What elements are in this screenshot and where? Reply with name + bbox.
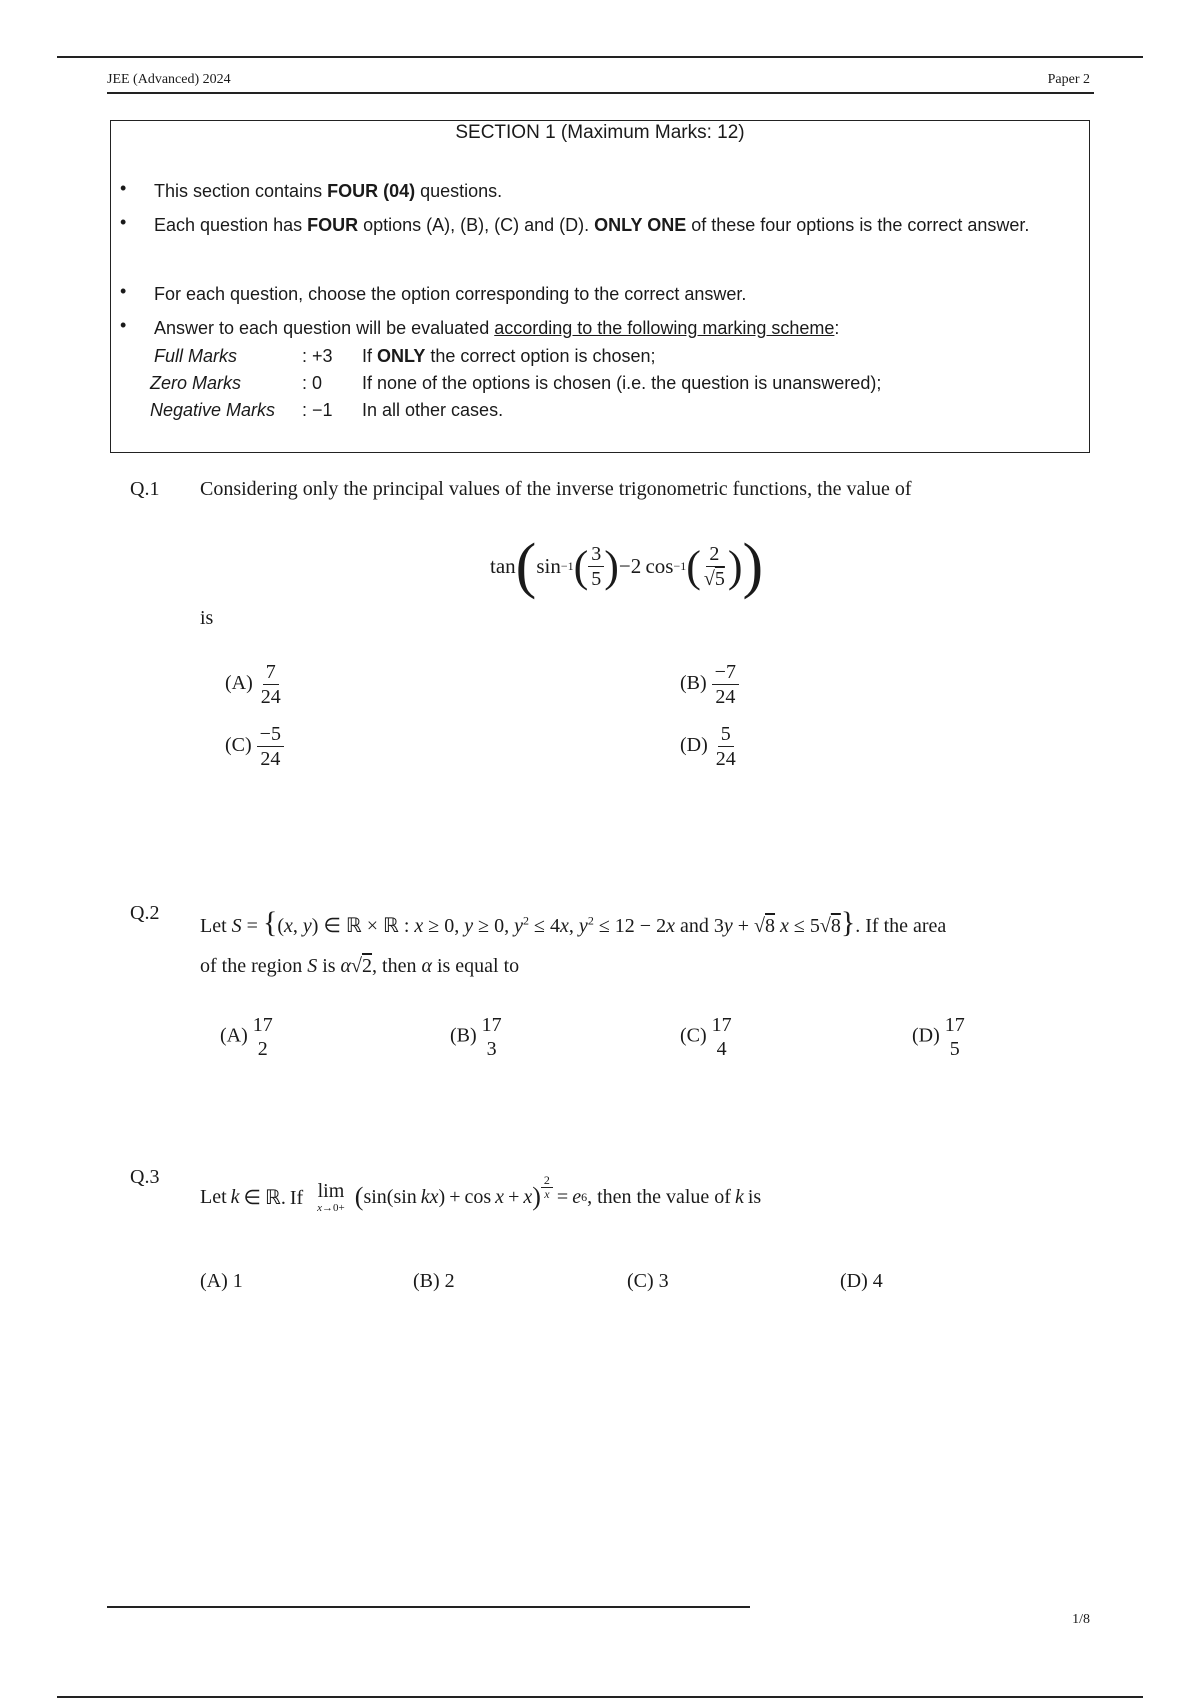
bullet-dot: • xyxy=(120,178,127,198)
bullet-dot: • xyxy=(120,212,127,232)
option-d[interactable]: (D) $\frac{5}{24}$ xyxy=(680,723,736,770)
paper-label: Paper 2 xyxy=(1047,72,1090,87)
section-title: SECTION 1 (Maximum Marks: 12) xyxy=(455,122,745,143)
option-a[interactable]: (A) 1 xyxy=(200,1270,243,1292)
marks-desc: If none of the options is chosen (i.e. the question is unanswered); xyxy=(362,373,882,393)
marks-value: : 0 xyxy=(302,373,323,393)
question-text: Considering only the principal values of the inverse trigonometric functions, the value of xyxy=(200,478,912,500)
question-number: Q.3 xyxy=(130,1166,160,1188)
q1-expression: tan ( sin −1 ( $\frac{3}{5}$ ) −2 cos −1 ( $\frac{2}{√5}$ ) ) xyxy=(490,532,764,600)
marks-label: Full Marks xyxy=(154,346,238,366)
option-a[interactable]: (A) 17 2 xyxy=(220,1014,273,1060)
option-c[interactable]: (C) 3 xyxy=(627,1270,669,1292)
question-number: Q.2 xyxy=(130,902,160,924)
option-d[interactable]: (D) 4 xyxy=(840,1270,883,1292)
marks-desc: In all other cases. xyxy=(362,400,504,420)
header-rule xyxy=(107,92,1094,94)
option-d[interactable]: (D) 17 5 xyxy=(912,1014,965,1060)
question-tail: is xyxy=(200,607,214,629)
question-text: Let k ∈ ℝ. If lim x→0+ ( sin(sin kx ) + cos x + x ) $^{\frac{2}{x}}$ = e 6 , then the value of k is xyxy=(200,1172,762,1214)
marks-label: Zero Marks xyxy=(150,373,242,393)
instruction-4: Answer to each question will be evaluated according to the following marking scheme: xyxy=(154,318,840,338)
marks-desc: If ONLY the correct option is chosen; xyxy=(362,346,656,366)
option-c[interactable]: (C) 17 4 xyxy=(680,1014,732,1060)
question-text-line2: of the region S is α√2, then α is equal to xyxy=(200,955,520,977)
question-text: Let S = {(x, y) ∈ ℝ × ℝ : x ≥ 0, y ≥ 0, $y^2 \le 4x$, $y^2 \le 12 - 2x$ and 3y + √8 x ≤ 5√8}. If the area xyxy=(200,906,947,939)
instruction-1: This section contains FOUR (04) questions. xyxy=(154,181,503,201)
option-b[interactable]: (B) $\frac{-7}{24}$ xyxy=(680,660,739,709)
option-c[interactable]: (C) $\frac{-5}{24}$ xyxy=(225,722,284,771)
option-a[interactable]: (A) $\frac{7}{24}$ xyxy=(225,661,281,708)
instruction-2: Each question has FOUR options (A), (B), (C) and (D). ONLY ONE of these four options is the correct answer. xyxy=(154,215,1030,235)
question-number: Q.1 xyxy=(130,478,160,500)
option-b[interactable]: (B) 17 3 xyxy=(450,1014,502,1060)
top-border xyxy=(57,56,1143,58)
bullet-dot: • xyxy=(120,281,127,301)
marks-label: Negative Marks xyxy=(150,400,276,420)
bullet-dot: • xyxy=(120,315,127,335)
marks-value: : +3 xyxy=(302,346,333,366)
bottom-border xyxy=(57,1696,1143,1698)
exam-title: JEE (Advanced) 2024 xyxy=(107,72,231,87)
option-b[interactable]: (B) 2 xyxy=(413,1270,455,1292)
instruction-3: For each question, choose the option corresponding to the correct answer. xyxy=(154,284,747,304)
marks-value: : −1 xyxy=(302,400,333,420)
page-number: 1/8 xyxy=(1072,1612,1090,1627)
footer-rule xyxy=(107,1606,750,1608)
